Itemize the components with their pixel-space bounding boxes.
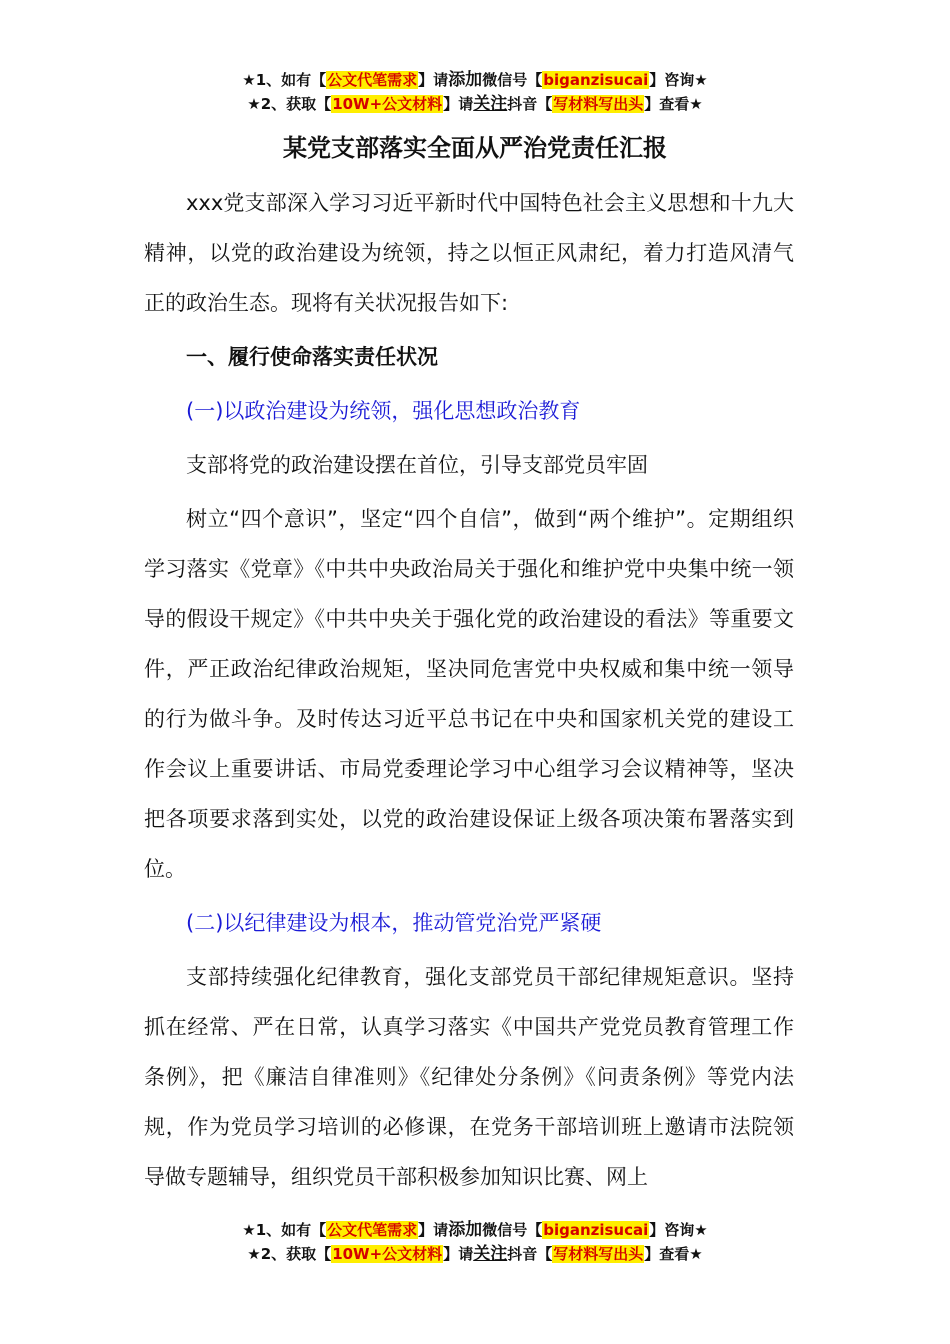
- promo-line-1: ★1、如有【公文代笔需求】请添加微信号【biganzisucai】咨询★: [242, 70, 708, 90]
- intro-paragraph: xxx党支部深入学习习近平新时代中国特色社会主义思想和十九大精神，以党的政治建设为统领，持之以恒正风肃纪，着力打造风清气正的政治生态。现将有关状况报告如下:: [144, 191, 794, 315]
- promo-line-2: ★2、获取【10W+公文材料】请关注抖音【写材料写出头】查看★: [247, 1244, 703, 1264]
- promo-line-1: ★1、如有【公文代笔需求】请添加微信号【biganzisucai】咨询★: [242, 1220, 708, 1240]
- promo-line-2: ★2、获取【10W+公文材料】请关注抖音【写材料写出头】查看★: [247, 94, 703, 114]
- section-heading: 一、履行使命落实责任状况: [186, 345, 438, 369]
- document-body: [144, 178, 794, 1202]
- paragraph: 树立“四个意识”，坚定“四个自信”，做到“两个维护”。定期组织学习落实《党章》《中共中央政治局关于强化和维护党中央集中统一领导的假设干规定》《中共中央关于强化党的政治建设的看法》等重要文件，严正政治纪律政治规矩，坚决同危害党中央权威和集中统一领导的行为做斗争。及时传达习近平总书记在中央和国家机关党的建设工作会议上重要讲话、市局党委理论学习中心组学习会议精神等，坚决把各项要求落到实处，以党的政治建设保证上级各项决策布署落实到位。: [144, 507, 794, 881]
- paragraph: 支部持续强化纪律教育，强化支部党员干部纪律规矩意识。坚持抓在经常、严在日常，认真学习落实《中国共产党党员教育管理工作条例》，把《廉洁自律准则》《纪律处分条例》《问责条例》等党内法规，作为党员学习培训的必修课，在党务干部培训班上邀请市法院领导做专题辅导，组织党员干部积极参加知识比赛、网上: [144, 965, 794, 1189]
- highlight-service: 公文代笔需求: [327, 71, 418, 89]
- subsection-heading-1: (一)以政治建设为统领，强化思想政治教育: [186, 399, 581, 423]
- highlight-wechat-id: biganzisucai: [543, 1221, 649, 1239]
- paragraph: 支部将党的政治建设摆在首位，引导支部党员牢固: [186, 453, 648, 477]
- highlight-service: 公文代笔需求: [327, 1221, 418, 1239]
- highlight-wechat-id: biganzisucai: [543, 71, 649, 89]
- highlight-douyin-id: 写材料写出头: [553, 1245, 644, 1263]
- highlight-douyin-id: 写材料写出头: [553, 95, 644, 113]
- subsection-heading-2: (二)以纪律建设为根本，推动管党治党严紧硬: [186, 911, 602, 935]
- highlight-materials: 10W+公文材料: [332, 1245, 443, 1263]
- highlight-materials: 10W+公文材料: [332, 95, 443, 113]
- footer-promo-banner: [0, 1218, 950, 1266]
- header-promo-banner: [0, 68, 950, 116]
- document-title: 某党支部落实全面从严治党责任汇报: [283, 134, 667, 162]
